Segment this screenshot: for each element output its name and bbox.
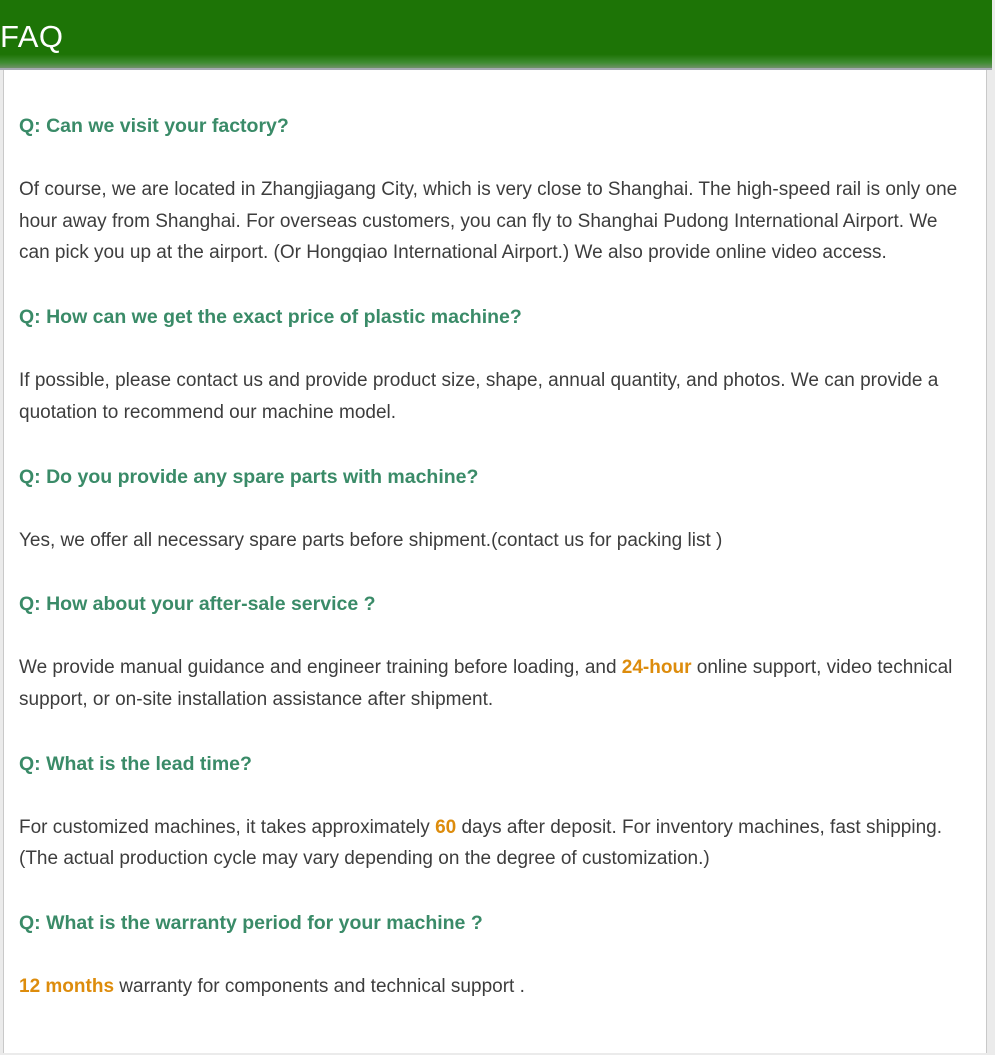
faq-item: [19, 111, 971, 269]
faq-answer: [19, 365, 971, 428]
faq-question: Q: How about your after-sale service ?: [19, 593, 376, 616]
faq-question: Q: Can we visit your factory?: [19, 115, 289, 137]
faq-section-header: [0, 0, 992, 70]
answer-text: Of course, we are located in Zhangjiagang City, which is very close to Shanghai. The high-speed rail is only one hour away from Shanghai. For overseas customers, you can fly to Shanghai Pudong International Airport. We can pick you up at the airport. (Or Hongqiao International Airport.) We also provide online video access.: [19, 179, 958, 264]
page-title: FAQ: [0, 19, 64, 54]
answer-text: If possible, please contact us and provide product size, shape, annual quantity, and photos. We can provide a quotation to recommend our machine model.: [19, 370, 939, 423]
faq-item: [19, 302, 971, 428]
faq-answer: [19, 971, 971, 1003]
answer-text: Yes, we offer all necessary spare parts before shipment.(contact us for packing list ): [19, 529, 723, 551]
faq-answer: [19, 525, 971, 557]
answer-highlight-text: 60: [435, 816, 457, 838]
faq-answer: [19, 174, 971, 269]
faq-item: [19, 589, 971, 715]
faq-question: Q: What is the warranty period for your machine ?: [19, 912, 483, 935]
faq-item: [19, 908, 971, 1003]
answer-highlight-text: 12 months: [19, 976, 115, 998]
faq-list: [19, 111, 971, 1003]
answer-text: online support, video technical support, or on-site installation assistance after shipment.: [19, 657, 953, 710]
faq-panel: [3, 70, 987, 1053]
faq-item: [19, 462, 971, 557]
faq-answer: [19, 812, 971, 875]
faq-question: Q: What is the lead time?: [19, 752, 252, 775]
answer-text: days after deposit. For inventory machines, fast shipping. (The actual production cycle may vary depending on the degree of customization.): [19, 816, 943, 870]
faq-question: Q: Do you provide any spare parts with machine?: [19, 465, 479, 488]
answer-text: warranty for components and technical support .: [114, 976, 525, 998]
answer-highlight-text: 24-hour: [621, 657, 692, 679]
faq-answer: [19, 652, 971, 715]
answer-text: For customized machines, it takes approximately: [19, 816, 436, 838]
answer-text: We provide manual guidance and engineer training before loading, and: [19, 657, 622, 679]
faq-question: Q: How can we get the exact price of plastic machine?: [19, 306, 522, 329]
faq-item: [19, 749, 971, 875]
